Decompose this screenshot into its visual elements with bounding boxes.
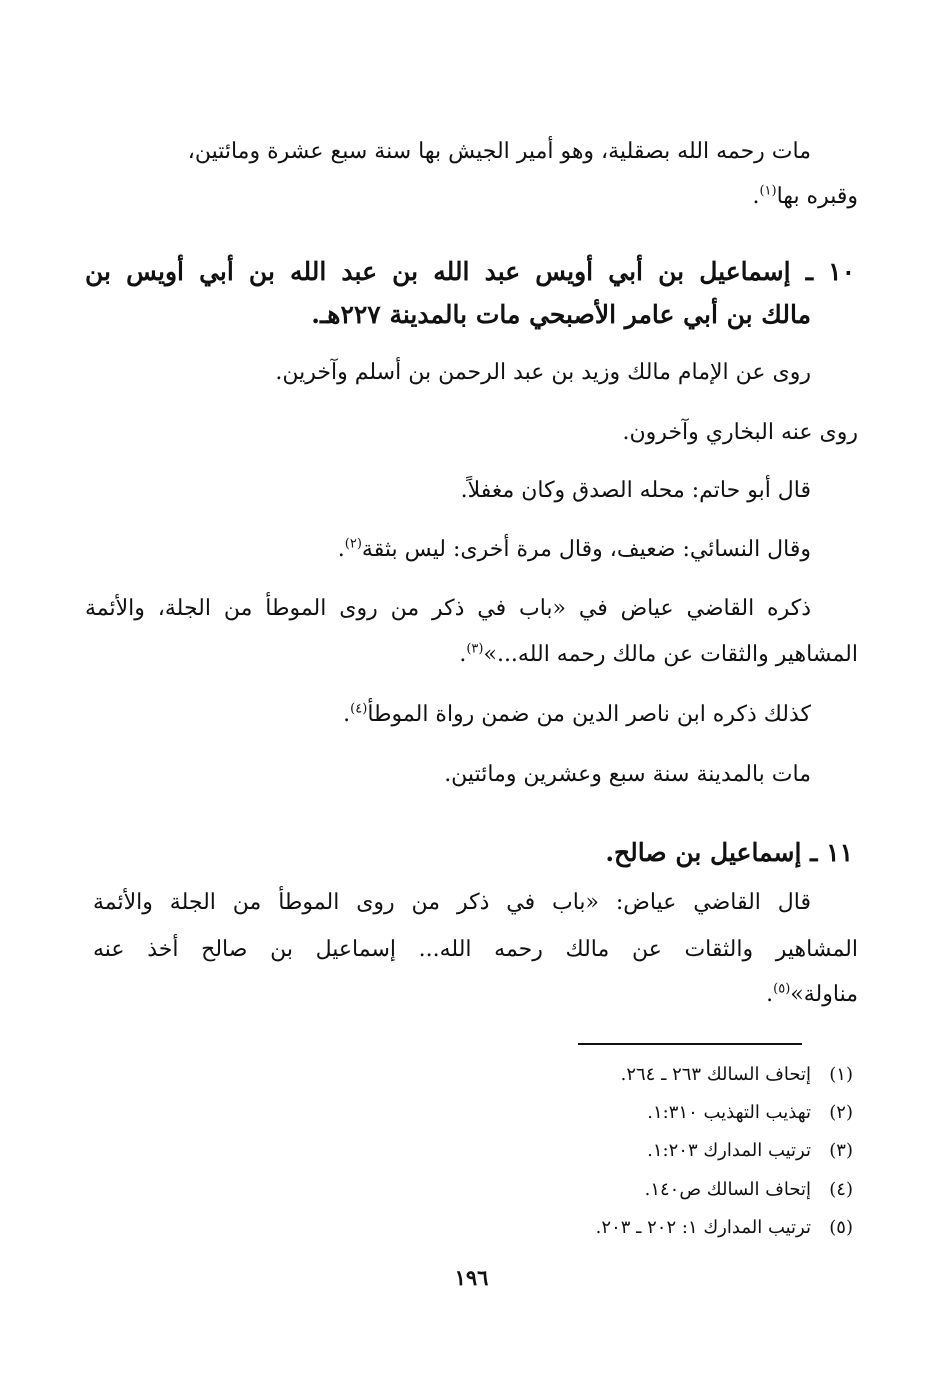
footnote: (٥)ترتيب المدارك ١: ٢٠٢ ـ ٢٠٣. [595, 1217, 853, 1238]
footnote: (٤)إتحاف السالك ص١٤٠. [644, 1179, 853, 1200]
body-line: ذكره القاضي عياض في «باب في ذكر من روى الموطأ من الجلة، والأئمة [85, 596, 811, 621]
body-line: قال القاضي عياض: «باب في ذكر من روى الموطأ من الجلة والأئمة [93, 890, 811, 915]
footnote: (١)إتحاف السالك ٢٦٣ ـ ٢٦٤. [620, 1064, 853, 1085]
entry-heading: مالك بن أبي عامر الأصبحي مات بالمدينة ٢٢٧هـ. [311, 300, 811, 329]
footnote-separator [578, 1043, 802, 1045]
body-line: وقال النسائي: ضعيف، وقال مرة أخرى: ليس بثقة$^{(٢)}$. [337, 536, 811, 562]
footnote-ref[interactable]: (١) [759, 183, 777, 199]
body-line: روى عنه البخاري وآخرون. [622, 420, 858, 445]
body-line: المشاهير والثقات عن مالك رحمه الله... إسماعيل بن صالح أخذ عنه [93, 937, 858, 962]
footnote-ref[interactable]: (٣) [466, 641, 484, 657]
footnote-ref[interactable]: (٤) [350, 701, 368, 717]
body-line: مناولة»$^{(٥)}$. [766, 981, 858, 1007]
footnote-ref[interactable]: (٢) [344, 536, 362, 552]
body-line: قال أبو حاتم: محله الصدق وكان مغفلاً. [460, 478, 811, 503]
entry-heading: ١٠ ـ إسماعيل بن أبي أويس عبد الله بن عبد الله بن أبي أويس بن [85, 257, 855, 286]
page-number: ١٩٦ [454, 1265, 489, 1290]
body-line: كذلك ذكره ابن ناصر الدين من ضمن رواة الموطأ$^{(٤)}$. [343, 701, 811, 727]
footnote: (٢)تهذيب التهذيب ١:٣١٠. [647, 1102, 853, 1123]
body-line: مات رحمه الله بصقلية، وهو أمير الجيش بها سنة سبع عشرة ومائتين، [187, 139, 811, 164]
entry-heading: ١١ ـ إسماعيل بن صالح. [605, 838, 853, 867]
body-line: المشاهير والثقات عن مالك رحمه الله...»$^{(٣)}$. [459, 641, 858, 667]
body-line: وقبره بها$^{(١)}$. [752, 183, 858, 209]
body-line: روى عن الإمام مالك وزيد بن عبد الرحمن بن أسلم وآخرين. [275, 360, 811, 385]
footnote: (٣)ترتيب المدارك ١:٢٠٣. [647, 1140, 853, 1161]
footnote-ref[interactable]: (٥) [773, 981, 791, 997]
body-line: مات بالمدينة سنة سبع وعشرين ومائتين. [444, 762, 811, 787]
